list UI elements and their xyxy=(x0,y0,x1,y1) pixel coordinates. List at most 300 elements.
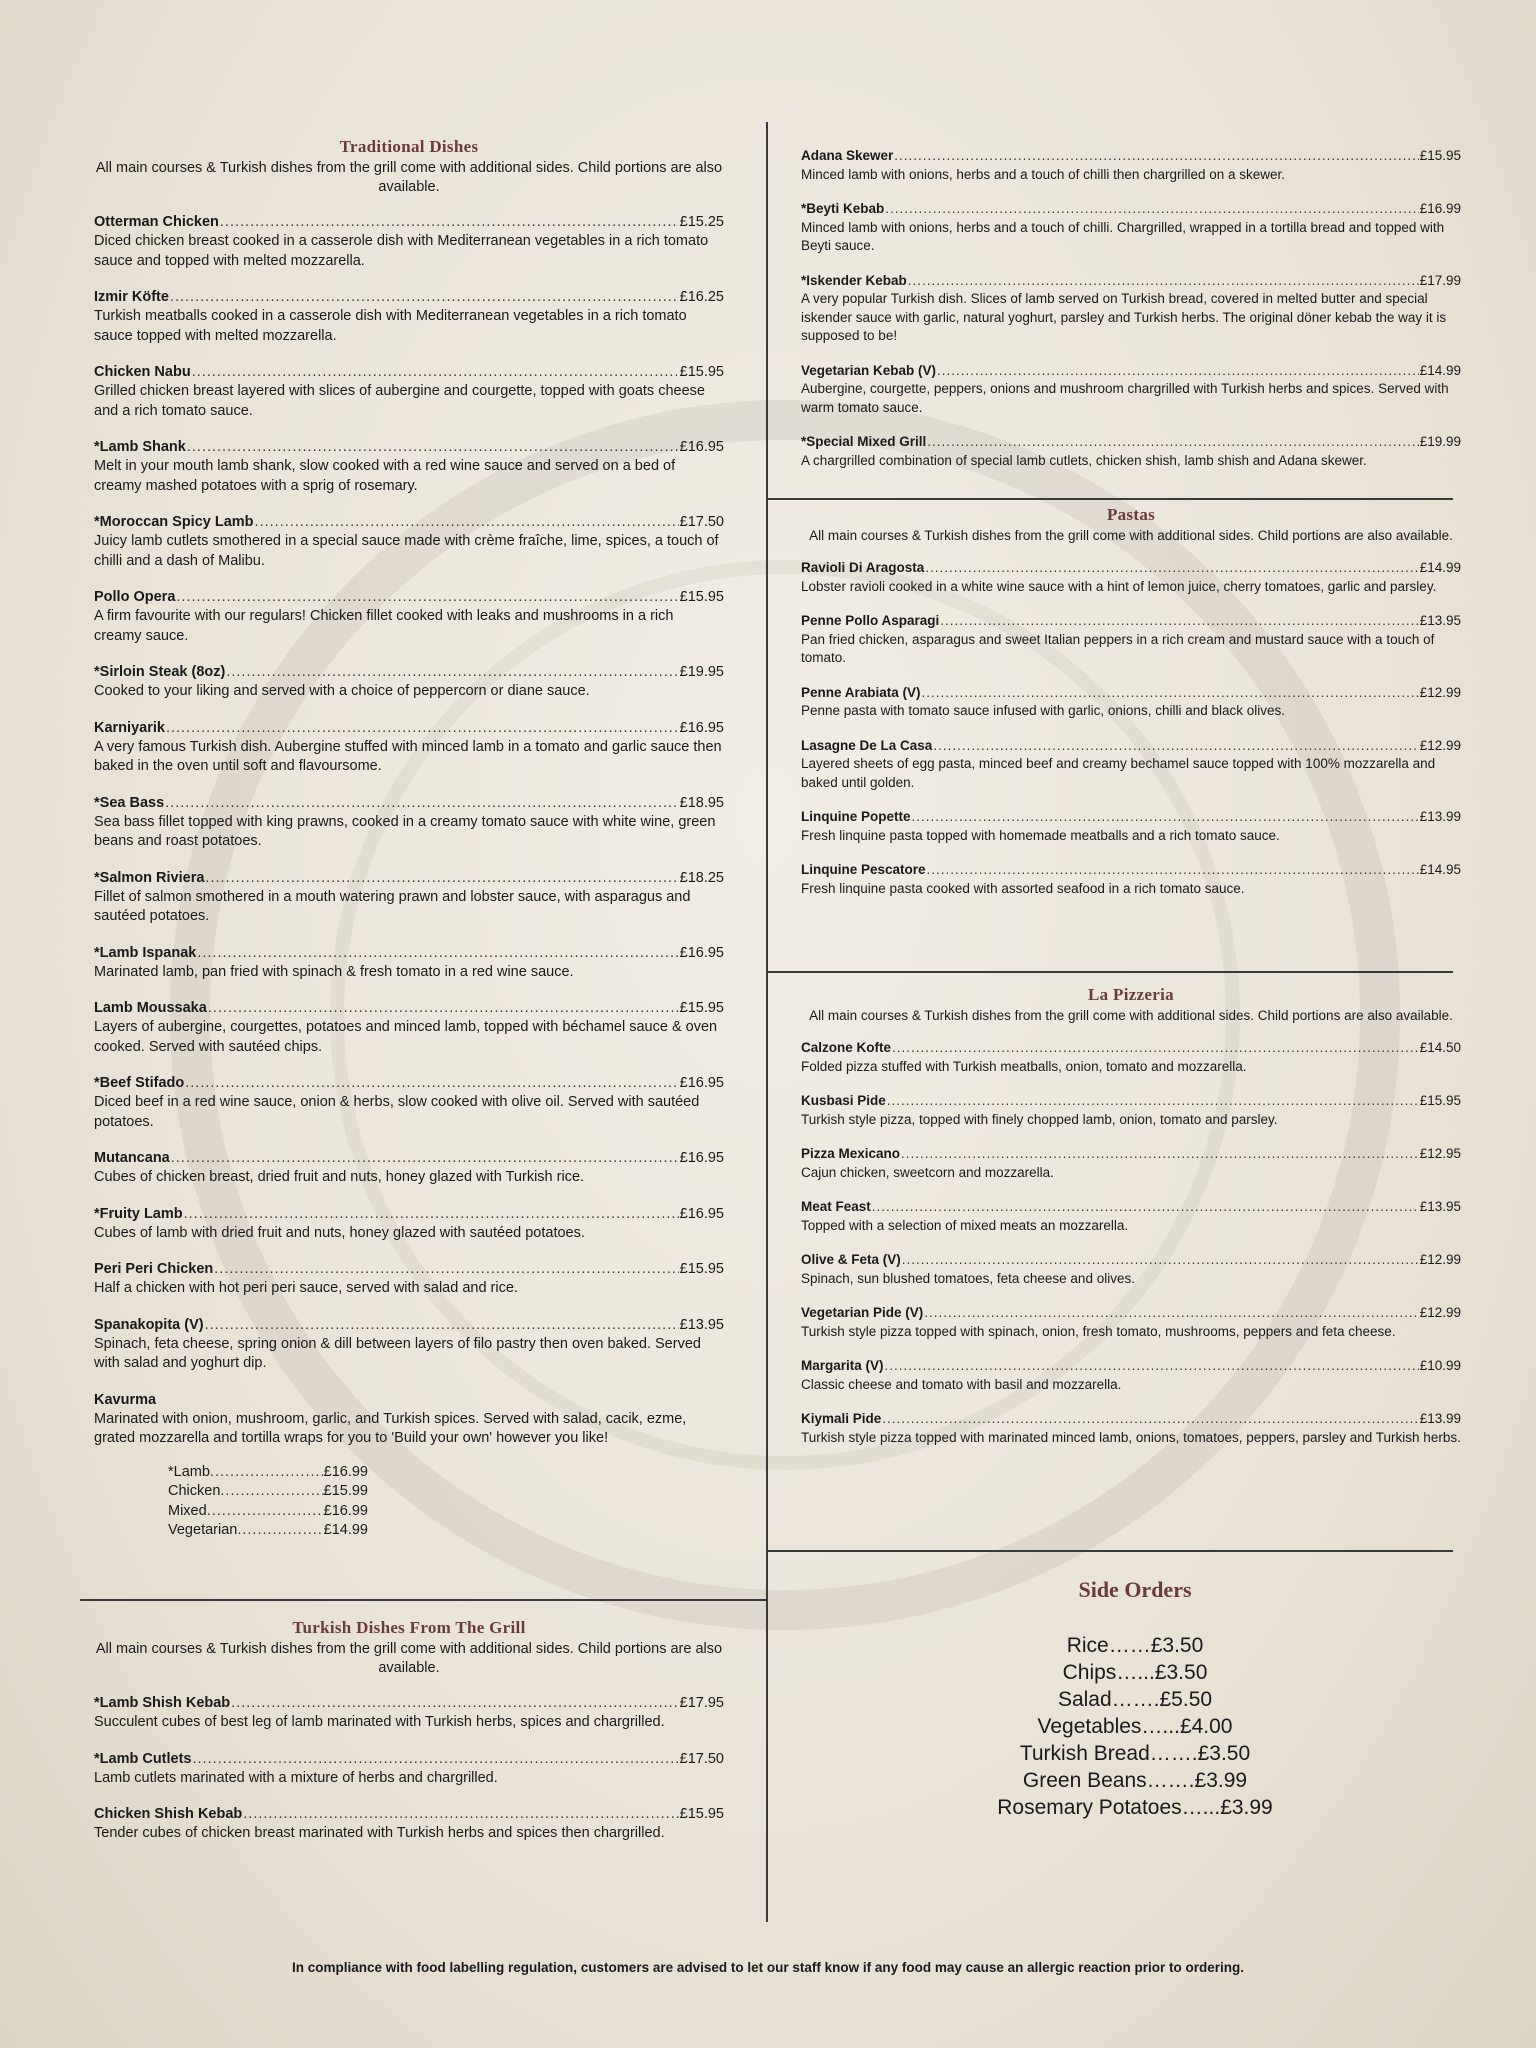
dot-leader xyxy=(933,737,1418,756)
item-header xyxy=(801,1251,1461,1270)
section-subtitle: All main courses & Turkish dishes from the grill come with additional sides. Child portions are also available. xyxy=(95,1641,723,1676)
item-price: £15.95 xyxy=(679,364,724,380)
menu-item xyxy=(801,362,1461,418)
item-price: £10.99 xyxy=(1419,1358,1461,1373)
item-description: A firm favourite with our regulars! Chicken fillet cooked with leaks and mushrooms in a rich creamy sauce. xyxy=(94,608,674,644)
item-price: £16.95 xyxy=(679,1205,724,1222)
dot-leader xyxy=(885,200,1418,219)
item-description: Lobster ravioli cooked in a white wine sauce with a hint of lemon juice, cherry tomatoes, garlic and parsley. xyxy=(801,578,1437,594)
item-price: £16.25 xyxy=(679,289,724,305)
item-description: Fresh linquine pasta topped with homemade meatballs and a rich tomato sauce. xyxy=(801,827,1280,843)
item-description: Turkish meatballs cooked in a casserole dish with Mediterranean vegetables in a rich tomato sauce topped with melted mozzarella. xyxy=(94,308,687,344)
allergy-notice: In compliance with food labelling regulation, customers are advised to let our staff know if any food may cause an allergic reaction prior to ordering. xyxy=(292,1960,1244,1975)
side-order-item xyxy=(930,1794,1340,1821)
item-price: £15.95 xyxy=(1419,148,1461,163)
dot-leader xyxy=(882,1410,1418,1429)
item-price: £15.95 xyxy=(679,589,724,605)
item-header xyxy=(94,1074,724,1093)
item-name: *Iskender Kebab xyxy=(801,272,907,288)
section-divider-left xyxy=(80,1599,766,1601)
menu-item xyxy=(94,288,724,346)
item-price: £14.95 xyxy=(1419,862,1461,877)
item-price: £14.99 xyxy=(1419,560,1461,575)
option-price: £16.99 xyxy=(323,1463,368,1480)
dot-leader xyxy=(927,861,1419,880)
item-header xyxy=(94,1750,724,1769)
item-description: Half a chicken with hot peri peri sauce, served with salad and rice. xyxy=(94,1280,518,1296)
item-description: Melt in your mouth lamb shank, slow cooked with a red wine sauce and served on a bed of creamy mashed potatoes with a sprig of rosemary. xyxy=(94,458,676,494)
item-name: Otterman Chicken xyxy=(94,214,219,230)
item-price: £13.95 xyxy=(679,1316,724,1333)
column-divider xyxy=(766,122,768,1922)
item-header xyxy=(801,200,1461,219)
dot-leader xyxy=(166,719,679,738)
dot-leader xyxy=(185,1074,678,1093)
dot-leader xyxy=(214,1260,678,1279)
item-description: Fillet of salmon smothered in a mouth watering prawn and lobster sauce, with asparagus and sautéed potatoes. xyxy=(94,888,691,924)
grill-continued-section xyxy=(801,147,1461,486)
item-header xyxy=(801,559,1461,578)
menu-item xyxy=(94,869,724,927)
section-divider-grill-pastas xyxy=(767,498,1453,500)
side-name: Salad xyxy=(1057,1688,1112,1711)
dot-leader xyxy=(184,1205,679,1224)
side-name: Rosemary Potatoes xyxy=(997,1796,1182,1819)
item-price: £17.50 xyxy=(679,514,724,530)
item-price: £12.95 xyxy=(1419,1146,1461,1161)
item-header xyxy=(801,272,1461,291)
side-order-item xyxy=(930,1767,1340,1794)
item-price: £17.95 xyxy=(679,1695,724,1711)
item-price: £17.50 xyxy=(679,1750,724,1767)
kavurma-option xyxy=(168,1502,368,1522)
dot-leader xyxy=(940,612,1418,631)
menu-item xyxy=(801,1198,1461,1235)
item-description: Marinated lamb, pan fried with spinach & fresh tomato in a red wine sauce. xyxy=(94,963,574,980)
menu-item xyxy=(94,663,724,702)
item-name: Adana Skewer xyxy=(801,148,894,163)
menu-item xyxy=(801,1357,1461,1394)
item-header xyxy=(801,612,1461,631)
menu-item xyxy=(801,1039,1461,1076)
item-header xyxy=(94,363,724,382)
item-description: Pan fried chicken, asparagus and sweet Italian peppers in a rich cream and mustard sauce with a touch of tomato. xyxy=(801,631,1435,665)
item-name: *Lamb Shish Kebab xyxy=(94,1695,231,1711)
dot-leader xyxy=(255,513,679,532)
menu-item xyxy=(801,200,1461,256)
item-description: Spinach, feta cheese, spring onion & dill between layers of filo pastry then oven baked. Served with salad and yoghurt dip. xyxy=(94,1335,701,1371)
menu-item xyxy=(94,999,724,1057)
menu-item xyxy=(801,737,1461,793)
item-description: Classic cheese and tomato with basil and mozzarella. xyxy=(801,1376,1122,1392)
dot-leader xyxy=(170,288,679,307)
item-name: Kusbasi Pide xyxy=(801,1093,886,1108)
kavurma-options xyxy=(168,1463,724,1541)
item-name: Kiymali Pide xyxy=(801,1411,882,1426)
item-header xyxy=(94,1316,724,1335)
option-price: £15.99 xyxy=(323,1483,368,1499)
menu-item xyxy=(801,861,1461,898)
item-price: £13.95 xyxy=(1419,613,1461,628)
section-divider-pizza-sides xyxy=(767,1550,1453,1552)
traditional-items xyxy=(94,213,724,1374)
item-name: Olive & Feta (V) xyxy=(801,1252,901,1267)
dot-leader xyxy=(892,1039,1419,1058)
section-title: Turkish Dishes From The Grill xyxy=(292,1618,526,1637)
side-name: Rice xyxy=(1066,1634,1109,1657)
item-price: £12.99 xyxy=(1419,1252,1461,1267)
item-price: £12.99 xyxy=(1419,1305,1461,1320)
item-name: Calzone Kofte xyxy=(801,1040,892,1055)
item-price: £12.99 xyxy=(1419,737,1461,753)
item-header xyxy=(801,808,1461,827)
item-description: Sea bass fillet topped with king prawns, cooked in a creamy tomato sauce with white wine, green beans and roast potatoes. xyxy=(94,813,716,849)
menu-item xyxy=(801,684,1461,721)
dot-leader xyxy=(176,588,678,607)
item-description: Tender cubes of chicken breast marinated with Turkish herbs and spices then chargrilled. xyxy=(94,1825,665,1841)
menu-item xyxy=(94,1805,724,1844)
dot-leader xyxy=(192,363,679,382)
menu-item xyxy=(801,1410,1461,1447)
dot-leader xyxy=(243,1805,678,1824)
item-name: *Moroccan Spicy Lamb xyxy=(94,514,254,530)
item-description: Minced lamb with onions, herbs and a touch of chilli. Chargrilled, wrapped in a tortilla bread and topped with Beyti sauce. xyxy=(801,219,1445,253)
item-header xyxy=(801,433,1461,452)
side-orders-title: Side Orders xyxy=(1078,1577,1192,1602)
item-description: Layers of aubergine, courgettes, potatoes and minced lamb, topped with béchamel sauce & oven cooked. Served with sautéed chips. xyxy=(94,1019,718,1055)
item-description: Fresh linquine pasta cooked with assorted seafood in a rich tomato sauce. xyxy=(801,880,1245,896)
item-price: £14.99 xyxy=(1419,362,1461,378)
side-name: Turkish Bread xyxy=(1019,1742,1150,1765)
item-description: Layered sheets of egg pasta, minced beef and creamy bechamel sauce topped with 100% mozzarella and baked until golden. xyxy=(801,756,1436,790)
item-header xyxy=(94,288,724,307)
menu-item xyxy=(94,213,724,271)
item-header xyxy=(94,1694,724,1713)
item-header xyxy=(801,1304,1461,1323)
side-order-item xyxy=(930,1632,1340,1659)
item-description: Cajun chicken, sweetcorn and mozzarella. xyxy=(801,1164,1054,1180)
traditional-section xyxy=(94,137,724,1558)
menu-item xyxy=(801,1304,1461,1341)
side-name: Vegetables xyxy=(1037,1715,1142,1738)
menu-item xyxy=(94,513,724,571)
side-order-item xyxy=(930,1686,1340,1713)
menu-item xyxy=(94,794,724,852)
dot-leader xyxy=(207,1502,324,1522)
dot-leader xyxy=(885,1357,1419,1376)
item-description: Aubergine, courgette, peppers, onions and mushroom chargrilled with Turkish herbs and spices. Served with warm tomato sauce. xyxy=(801,381,1449,415)
menu-item xyxy=(801,1092,1461,1129)
item-price: £13.95 xyxy=(1419,1199,1461,1214)
item-name: Izmir Köfte xyxy=(94,289,169,305)
menu-item xyxy=(94,363,724,421)
item-description: Lamb cutlets marinated with a mixture of herbs and chargrilled. xyxy=(94,1769,498,1786)
item-price: £19.95 xyxy=(679,664,724,680)
dot-leader xyxy=(210,1463,324,1483)
item-name: Spanakopita (V) xyxy=(94,1316,204,1333)
item-description: Succulent cubes of best leg of lamb marinated with Turkish herbs, spices and chargrilled. xyxy=(94,1714,665,1730)
item-header xyxy=(801,1357,1461,1376)
dot-leader xyxy=(872,1198,1419,1217)
item-description: A very popular Turkish dish. Slices of lamb served on Turkish bread, covered in melted butter and special iskender sauce with garlic, natural yoghurt, parsley and Turkish herbs. The original döner kebab the way it is supposed to be! xyxy=(801,291,1447,343)
item-description: Minced lamb with onions, herbs and a touch of chilli then chargrilled on a skewer. xyxy=(801,166,1286,182)
pizzeria-items xyxy=(801,1039,1461,1447)
item-name: Penne Arabiata (V) xyxy=(801,684,921,700)
side-price: £3.50 xyxy=(1150,1634,1204,1657)
kavurma-item xyxy=(94,1391,724,1541)
menu-item xyxy=(94,1694,724,1733)
item-header xyxy=(94,1205,724,1224)
side-price: £5.50 xyxy=(1159,1688,1213,1711)
side-price: £3.99 xyxy=(1194,1769,1248,1792)
dot-leader xyxy=(894,147,1418,166)
item-price: £12.99 xyxy=(1419,684,1461,700)
option-price: £16.99 xyxy=(323,1502,368,1519)
side-orders-list xyxy=(930,1632,1340,1821)
item-name: Kavurma xyxy=(94,1391,157,1408)
item-header xyxy=(801,684,1461,703)
item-description: Folded pizza stuffed with Turkish meatballs, onion, tomato and mozzarella. xyxy=(801,1058,1247,1074)
dot-leader xyxy=(205,1316,679,1335)
item-price: £16.95 xyxy=(679,1150,724,1166)
item-price: £15.95 xyxy=(1419,1093,1461,1108)
item-description: A very famous Turkish dish. Aubergine stuffed with minced lamb in a tomato and garlic sauce then baked in the oven until soft and flavoursome. xyxy=(94,738,722,774)
side-separator: ……. xyxy=(1146,1769,1195,1792)
side-price: £4.00 xyxy=(1179,1715,1233,1738)
item-name: *Salmon Riviera xyxy=(94,869,205,886)
option-price: £14.99 xyxy=(323,1522,368,1538)
dot-leader xyxy=(237,1521,323,1541)
menu-item xyxy=(801,808,1461,845)
item-name: Pollo Opera xyxy=(94,589,176,605)
side-order-item xyxy=(930,1659,1340,1686)
section-subtitle: All main courses & Turkish dishes from the grill come with additional sides. Child portions are also available. xyxy=(809,1008,1453,1023)
item-name: Ravioli Di Aragosta xyxy=(801,560,925,575)
dot-leader xyxy=(205,869,678,888)
pastas-section xyxy=(801,505,1461,914)
item-name: Lasagne De La Casa xyxy=(801,737,933,753)
item-price: £14.50 xyxy=(1419,1040,1461,1055)
dot-leader xyxy=(226,663,678,682)
side-price: £3.99 xyxy=(1220,1796,1273,1819)
item-name: Penne Pollo Asparagi xyxy=(801,613,940,628)
menu-item xyxy=(94,1750,724,1789)
item-name: *Sea Bass xyxy=(94,794,165,811)
item-name: Lamb Moussaka xyxy=(94,1000,207,1016)
item-description: Spinach, sun blushed tomatoes, feta cheese and olives. xyxy=(801,1270,1135,1286)
option-name: Vegetarian xyxy=(168,1522,238,1538)
menu-item xyxy=(94,438,724,496)
item-name: *Sirloin Steak (8oz) xyxy=(94,664,226,680)
item-header xyxy=(801,737,1461,756)
side-separator: …... xyxy=(1181,1796,1221,1819)
menu-item xyxy=(94,1260,724,1299)
item-header xyxy=(94,213,724,232)
dot-leader xyxy=(187,438,679,457)
item-description: Diced chicken breast cooked in a casserole dish with Mediterranean vegetables in a rich tomato sauce and topped with melted mozzarella. xyxy=(94,233,709,269)
item-price: £19.99 xyxy=(1419,434,1461,449)
item-header xyxy=(801,1198,1461,1217)
menu-item xyxy=(801,559,1461,596)
item-header xyxy=(801,1410,1461,1429)
kavurma-option xyxy=(168,1521,368,1541)
pastas-items xyxy=(801,559,1461,898)
item-price: £15.95 xyxy=(679,1000,724,1016)
dot-leader xyxy=(171,1149,679,1168)
kavurma-option xyxy=(168,1463,368,1483)
side-separator: …... xyxy=(1116,1661,1155,1684)
item-header xyxy=(94,999,724,1018)
item-description: Cubes of chicken breast, dried fruit and nuts, honey glazed with Turkish rice. xyxy=(94,1169,585,1185)
item-header xyxy=(801,362,1461,381)
item-price: £16.99 xyxy=(1419,201,1461,216)
item-price: £15.25 xyxy=(679,214,724,230)
option-name: Mixed xyxy=(168,1502,207,1519)
dot-leader xyxy=(197,944,678,963)
option-name: Chicken xyxy=(168,1483,221,1499)
item-header xyxy=(94,1149,724,1168)
side-price: £3.50 xyxy=(1154,1661,1208,1684)
side-separator: ……. xyxy=(1149,1742,1198,1765)
section-divider-pastas-pizza xyxy=(767,971,1453,973)
item-description: Grilled chicken breast layered with slices of aubergine and courgette, topped with goats cheese and a rich tomato sauce. xyxy=(94,383,705,419)
item-header xyxy=(94,588,724,607)
dot-leader xyxy=(937,362,1419,381)
dot-leader xyxy=(924,1304,1418,1323)
item-header xyxy=(94,513,724,532)
item-price: £17.99 xyxy=(1419,272,1461,288)
dot-leader xyxy=(912,808,1419,827)
item-header xyxy=(94,663,724,682)
menu-item xyxy=(801,272,1461,346)
dot-leader xyxy=(208,999,679,1018)
item-description: Diced beef in a red wine sauce, onion & herbs, slow cooked with olive oil. Served with sautéed potatoes. xyxy=(94,1094,700,1130)
pizzeria-section xyxy=(801,985,1461,1463)
dot-leader xyxy=(231,1694,678,1713)
item-price: £13.99 xyxy=(1419,809,1461,824)
dot-leader xyxy=(220,213,679,232)
side-order-item xyxy=(930,1713,1340,1740)
grill-section xyxy=(94,1618,724,1861)
dot-leader xyxy=(902,1251,1419,1270)
grill-continued-items xyxy=(801,147,1461,470)
item-name: *Lamb Shank xyxy=(94,439,186,455)
menu-item xyxy=(801,147,1461,184)
dot-leader xyxy=(927,433,1418,452)
menu-item xyxy=(94,1074,724,1132)
item-name: Linquine Popette xyxy=(801,809,911,824)
dot-leader xyxy=(925,559,1418,578)
menu-item xyxy=(94,719,724,777)
option-name: *Lamb xyxy=(168,1463,210,1480)
section-title: Pastas xyxy=(1106,505,1156,524)
item-name: Margarita (V) xyxy=(801,1358,884,1373)
section-subtitle: All main courses & Turkish dishes from the grill come with additional sides. Child portions are also available. xyxy=(95,160,723,195)
item-name: Mutancana xyxy=(94,1150,170,1166)
item-header xyxy=(94,794,724,813)
section-subtitle: All main courses & Turkish dishes from the grill come with additional sides. Child portions are also available. xyxy=(809,528,1453,543)
dot-leader xyxy=(908,272,1419,291)
menu-item xyxy=(94,1316,724,1374)
item-name: *Lamb Ispanak xyxy=(94,944,197,961)
dot-leader xyxy=(193,1750,679,1769)
side-price: £3.50 xyxy=(1197,1742,1251,1765)
menu-item xyxy=(801,612,1461,668)
item-name: Meat Feast xyxy=(801,1199,871,1214)
item-price: £18.95 xyxy=(679,794,724,811)
item-price: £16.95 xyxy=(679,1075,724,1091)
item-header xyxy=(94,1260,724,1279)
dot-leader xyxy=(901,1145,1419,1164)
item-price: £16.95 xyxy=(679,944,724,961)
side-separator: …... xyxy=(1141,1715,1180,1738)
item-description: Cooked to your liking and served with a choice of peppercorn or diane sauce. xyxy=(94,683,590,699)
item-header xyxy=(801,1092,1461,1111)
item-name: *Fruity Lamb xyxy=(94,1205,183,1222)
item-header xyxy=(94,1805,724,1824)
item-description: Marinated with onion, mushroom, garlic, and Turkish spices. Served with salad, cacik, ezme, grated mozzarella and tortilla wraps for you to 'Build your own' however you like! xyxy=(94,1410,687,1446)
menu-item xyxy=(94,1205,724,1244)
item-name: Linquine Pescatore xyxy=(801,862,926,877)
item-header xyxy=(94,869,724,888)
item-name: *Lamb Cutlets xyxy=(94,1750,192,1767)
menu-item xyxy=(801,433,1461,470)
dot-leader xyxy=(165,794,679,813)
item-name: Vegetarian Pide (V) xyxy=(801,1305,924,1320)
dot-leader xyxy=(922,684,1419,703)
item-price: £16.95 xyxy=(679,439,724,455)
item-name: Peri Peri Chicken xyxy=(94,1261,214,1277)
menu-item xyxy=(801,1145,1461,1182)
item-price: £15.95 xyxy=(679,1261,724,1277)
item-header xyxy=(801,861,1461,880)
item-header xyxy=(801,1039,1461,1058)
item-header xyxy=(94,438,724,457)
side-separator: …… xyxy=(1108,1634,1151,1657)
menu-item xyxy=(94,588,724,646)
kavurma-option xyxy=(168,1482,368,1502)
menu-item xyxy=(94,944,724,983)
item-name: *Special Mixed Grill xyxy=(801,434,927,449)
menu-item xyxy=(801,1251,1461,1288)
side-name: Chips xyxy=(1062,1661,1117,1684)
item-description: A chargrilled combination of special lamb cutlets, chicken shish, lamb shish and Adana skewer. xyxy=(801,452,1367,468)
item-header xyxy=(94,944,724,963)
item-description: Turkish style pizza, topped with finely chopped lamb, onion, tomato and parsley. xyxy=(801,1111,1278,1127)
dot-leader xyxy=(887,1092,1419,1111)
item-name: Karniyarik xyxy=(94,719,165,736)
item-description: Topped with a selection of mixed meats an mozzarella. xyxy=(801,1217,1129,1233)
section-title: Traditional Dishes xyxy=(339,137,479,156)
dot-leader xyxy=(220,1482,323,1502)
item-description: Juicy lamb cutlets smothered in a special sauce made with crème fraîche, lime, spices, a touch of chilli and a dash of Malibu. xyxy=(94,533,719,569)
section-title: La Pizzeria xyxy=(1088,985,1174,1004)
item-description: Penne pasta with tomato sauce infused with garlic, onions, chilli and black olives. xyxy=(801,703,1286,718)
item-price: £13.99 xyxy=(1419,1411,1461,1426)
item-name: *Beyti Kebab xyxy=(801,201,885,216)
item-name: Pizza Mexicano xyxy=(801,1146,901,1161)
item-price: £18.25 xyxy=(679,869,724,886)
item-name: Vegetarian Kebab (V) xyxy=(801,362,937,378)
item-header xyxy=(801,147,1461,166)
side-order-item xyxy=(930,1740,1340,1767)
item-description: Turkish style pizza topped with marinated minced lamb, onions, tomatoes, peppers, parsley and Turkish herbs. xyxy=(801,1429,1461,1445)
item-header xyxy=(94,719,724,738)
item-header xyxy=(801,1145,1461,1164)
item-description: Turkish style pizza topped with spinach, onion, fresh tomato, mushrooms, peppers and feta cheese. xyxy=(801,1323,1396,1339)
item-description: Cubes of lamb with dried fruit and nuts, honey glazed with sautéed potatoes. xyxy=(94,1224,585,1241)
item-name: *Beef Stifado xyxy=(94,1075,185,1091)
